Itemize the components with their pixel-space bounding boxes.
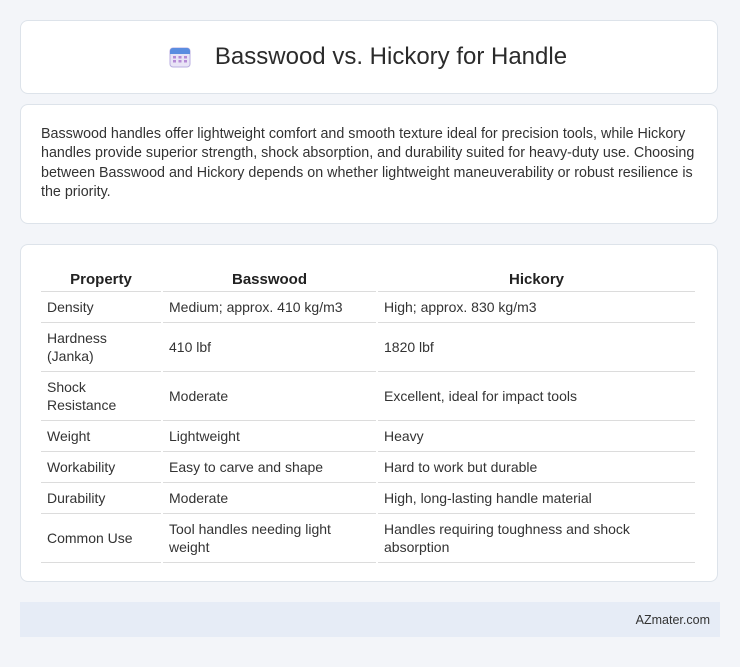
- intro-text: Basswood handles offer lightweight comfort and smooth texture ideal for precision tools, while Hickory handles provide superior strength, shock absorption, and durability suited for heavy-duty use. Choosing between Basswood and Hickory depends on whether lightweight maneuverability or robust resilience is the priority.: [41, 126, 695, 200]
- table-cell: Shock Resistance: [41, 372, 161, 421]
- table-cell: Excellent, ideal for impact tools: [378, 372, 695, 421]
- table-row: [41, 323, 695, 372]
- table-cell: Weight: [41, 421, 161, 452]
- table-cell: Medium; approx. 410 kg/m3: [163, 292, 376, 323]
- table-cell: Common Use: [41, 514, 161, 563]
- table-cell: Hardness (Janka): [41, 323, 161, 372]
- column-header: Property: [41, 265, 161, 292]
- table-cell: Workability: [41, 452, 161, 483]
- table-cell: Heavy: [378, 421, 695, 452]
- table-row: [41, 421, 695, 452]
- column-header: Hickory: [378, 265, 695, 292]
- table-cell: Handles requiring toughness and shock absorption: [378, 514, 695, 563]
- intro-card: [20, 104, 718, 224]
- table-cell: Hard to work but durable: [378, 452, 695, 483]
- table-row: [41, 483, 695, 514]
- table-row: [41, 514, 695, 563]
- table-row: [41, 452, 695, 483]
- calendar-icon: [167, 44, 193, 70]
- table-cell: High; approx. 830 kg/m3: [378, 292, 695, 323]
- table-cell: 410 lbf: [163, 323, 376, 372]
- table-cell: Moderate: [163, 483, 376, 514]
- table-cell: Density: [41, 292, 161, 323]
- footer-site-link[interactable]: AZmater.com: [635, 612, 710, 627]
- page-title: Basswood vs. Hickory for Handle: [214, 43, 568, 70]
- table-row: [41, 372, 695, 421]
- table-cell: Easy to carve and shape: [163, 452, 376, 483]
- table-cell: Lightweight: [163, 421, 376, 452]
- table-cell: 1820 lbf: [378, 323, 695, 372]
- column-header: Basswood: [163, 265, 376, 292]
- table-cell: High, long-lasting handle material: [378, 483, 695, 514]
- footer: [20, 602, 720, 637]
- table-cell: Tool handles needing light weight: [163, 514, 376, 563]
- table-header-row: [41, 265, 695, 292]
- table-cell: Durability: [41, 483, 161, 514]
- table-card: [20, 244, 718, 582]
- comparison-table: [39, 265, 697, 563]
- title-card: [20, 20, 718, 94]
- table-row: [41, 292, 695, 323]
- table-cell: Moderate: [163, 372, 376, 421]
